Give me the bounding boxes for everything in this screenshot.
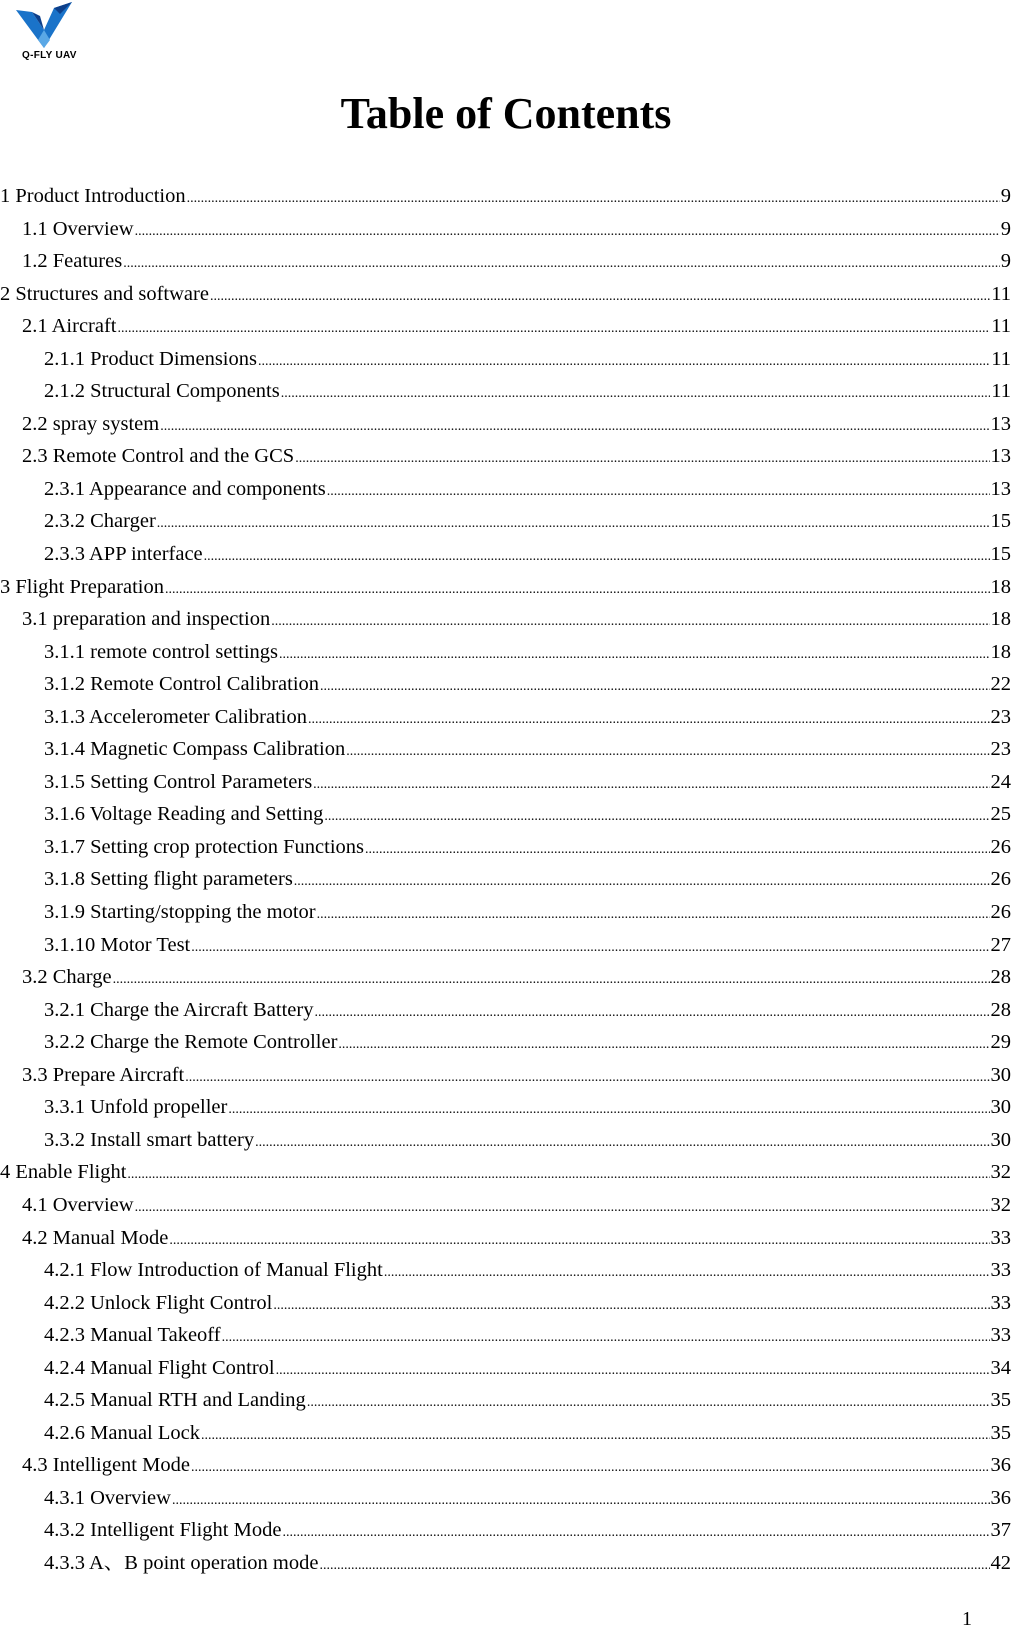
toc-entry-label: 3.1.6 Voltage Reading and Setting (44, 803, 324, 826)
toc-leader-dots (365, 834, 990, 866)
toc-entry[interactable] (0, 1189, 1012, 1222)
toc-entry[interactable] (0, 994, 1012, 1027)
toc-entry[interactable] (0, 408, 1012, 441)
toc-leader-dots (255, 1127, 989, 1159)
toc-leader-dots (113, 964, 990, 996)
toc-entry[interactable] (0, 505, 1012, 538)
toc-entry-page: 25 (990, 803, 1011, 826)
toc-leader-dots (271, 606, 989, 638)
toc-leader-dots (210, 281, 990, 313)
toc-entry-label: 4.2.4 Manual Flight Control (44, 1356, 275, 1379)
toc-leader-dots (157, 508, 990, 540)
toc-leader-dots (222, 1322, 990, 1354)
toc-entry[interactable] (0, 440, 1012, 473)
toc-entry[interactable] (0, 1222, 1012, 1255)
toc-entry-label: 4.3.3 A、B point operation mode (44, 1551, 319, 1574)
toc-entry-page: 18 (990, 575, 1011, 598)
toc-leader-dots (135, 216, 1000, 248)
toc-entry-label: 3.1.8 Setting flight parameters (44, 868, 293, 891)
toc-entry-label: 2 Structures and software (0, 282, 209, 305)
toc-leader-dots (228, 1094, 989, 1126)
toc-entry-label: 3.1.2 Remote Control Calibration (44, 673, 320, 696)
toc-entry-page: 11 (991, 380, 1011, 403)
toc-leader-dots (346, 736, 989, 768)
toc-entry[interactable] (0, 1124, 1012, 1157)
toc-leader-dots (191, 932, 989, 964)
toc-entry-label: 3.3.2 Install smart battery (44, 1128, 255, 1151)
toc-leader-dots (282, 1517, 989, 1549)
toc-entry-label: 4.2 Manual Mode (22, 1226, 169, 1249)
toc-leader-dots (127, 1159, 989, 1191)
toc-entry-label: 3.1 preparation and inspection (22, 608, 271, 631)
toc-leader-dots (327, 476, 990, 508)
toc-entry[interactable] (0, 896, 1012, 929)
toc-leader-dots (273, 1290, 989, 1322)
toc-leader-dots (319, 1550, 989, 1582)
toc-entry-label: 1.2 Features (22, 250, 123, 273)
toc-entry-label: 3.1.10 Motor Test (44, 933, 191, 956)
toc-entry-label: 3.1.7 Setting crop protection Functions (44, 835, 364, 858)
toc-entry-page: 26 (990, 868, 1011, 891)
toc-entry[interactable] (0, 1547, 1012, 1580)
toc-entry-page: 26 (990, 835, 1011, 858)
toc-entry-page: 27 (990, 933, 1011, 956)
toc-entry-page: 9 (1000, 250, 1011, 273)
toc-entry[interactable] (0, 180, 1012, 213)
toc-entry-page: 18 (990, 640, 1011, 663)
page-title: Table of Contents (340, 89, 672, 138)
toc-entry-page: 28 (990, 998, 1011, 1021)
toc-leader-dots (314, 997, 989, 1029)
toc-leader-dots (172, 1485, 990, 1517)
toc-entry-page: 11 (991, 347, 1011, 370)
toc-leader-dots (294, 866, 990, 898)
toc-entry-page: 36 (990, 1486, 1011, 1509)
toc-entry-label: 3.1.9 Starting/stopping the motor (44, 901, 316, 924)
toc-entry-page: 33 (990, 1324, 1011, 1347)
toc-entry[interactable] (0, 1482, 1012, 1515)
toc-entry-page: 23 (990, 705, 1011, 728)
toc-entry[interactable] (0, 1352, 1012, 1385)
toc-entry-page: 42 (990, 1551, 1011, 1574)
toc-entry-label: 4.2.2 Unlock Flight Control (44, 1291, 273, 1314)
toc-entry[interactable] (0, 375, 1012, 408)
toc-leader-dots (384, 1257, 990, 1289)
toc-entry-label: 4.2.5 Manual RTH and Landing (44, 1389, 306, 1412)
toc-entry-page: 13 (990, 477, 1011, 500)
toc-entry-page: 32 (990, 1161, 1011, 1184)
toc-entry[interactable] (0, 863, 1012, 896)
toc-leader-dots (258, 346, 990, 378)
toc-entry[interactable] (0, 213, 1012, 246)
toc-leader-dots (308, 704, 990, 736)
logo-text: Q-FLY UAV (22, 50, 77, 61)
toc-entry[interactable] (0, 701, 1012, 734)
toc-entry-label: 4.2.6 Manual Lock (44, 1421, 200, 1444)
toc-leader-dots (324, 801, 989, 833)
table-of-contents (0, 180, 1012, 1580)
toc-entry-page: 36 (990, 1454, 1011, 1477)
toc-entry-page: 23 (990, 738, 1011, 761)
toc-entry[interactable] (0, 1319, 1012, 1352)
toc-entry[interactable] (0, 733, 1012, 766)
toc-entry[interactable] (0, 1384, 1012, 1417)
toc-entry-page: 33 (990, 1291, 1011, 1314)
toc-entry[interactable] (0, 538, 1012, 571)
toc-entry-label: 2.3.2 Charger (44, 510, 156, 533)
toc-entry-label: 3.1.4 Magnetic Compass Calibration (44, 738, 346, 761)
toc-entry-label: 2.1.2 Structural Components (44, 380, 280, 403)
toc-entry-label: 1 Product Introduction (0, 185, 186, 207)
toc-entry-label: 2.1 Aircraft (22, 315, 117, 338)
toc-entry[interactable] (0, 668, 1012, 701)
toc-entry-page: 24 (990, 770, 1011, 793)
toc-entry-label: 3.1.3 Accelerometer Calibration (44, 705, 307, 728)
toc-entry-page: 37 (990, 1519, 1011, 1542)
toc-entry-label: 3.1.5 Setting Control Parameters (44, 770, 313, 793)
toc-entry[interactable] (0, 603, 1012, 636)
toc-leader-dots (204, 541, 990, 573)
toc-entry-page: 29 (990, 1031, 1011, 1054)
toc-leader-dots (320, 671, 989, 703)
toc-entry[interactable] (0, 1449, 1012, 1482)
toc-leader-dots (185, 1062, 989, 1094)
toc-entry-label: 2.3.1 Appearance and components (44, 477, 326, 500)
toc-entry-label: 4 Enable Flight (0, 1161, 127, 1184)
toc-entry[interactable] (0, 929, 1012, 962)
toc-entry-label: 3.2.2 Charge the Remote Controller (44, 1031, 338, 1054)
toc-entry[interactable] (0, 245, 1012, 278)
toc-leader-dots (307, 1387, 990, 1419)
toc-entry[interactable] (0, 473, 1012, 506)
toc-entry[interactable] (0, 1514, 1012, 1547)
toc-entry-page: 30 (990, 1063, 1011, 1086)
toc-entry-label: 3.3 Prepare Aircraft (22, 1063, 185, 1086)
toc-entry[interactable] (0, 831, 1012, 864)
toc-entry-label: 4.2.3 Manual Takeoff (44, 1324, 221, 1347)
toc-entry-page: 32 (990, 1193, 1011, 1216)
toc-entry-label: 4.3 Intelligent Mode (22, 1454, 190, 1477)
toc-entry-label: 4.3.2 Intelligent Flight Mode (44, 1519, 282, 1542)
toc-entry-page: 33 (990, 1226, 1011, 1249)
toc-entry[interactable] (0, 278, 1012, 311)
toc-entry-label: 2.3.3 APP interface (44, 543, 203, 566)
toc-entry-label: 1.1 Overview (22, 217, 134, 240)
toc-entry-page: 30 (990, 1096, 1011, 1119)
toc-entry[interactable] (0, 1026, 1012, 1059)
toc-entry[interactable] (0, 343, 1012, 376)
toc-entry[interactable] (0, 1287, 1012, 1320)
toc-leader-dots (165, 574, 990, 606)
toc-entry-page: 15 (990, 543, 1011, 566)
toc-entry-page: 9 (1000, 217, 1011, 240)
toc-entry-label: 2.3 Remote Control and the GCS (22, 445, 295, 468)
toc-entry-label: 3.1.1 remote control settings (44, 640, 278, 663)
toc-leader-dots (187, 183, 1000, 215)
toc-entry[interactable] (0, 1417, 1012, 1450)
toc-entry-label: 2.1.1 Product Dimensions (44, 347, 257, 370)
toc-entry[interactable] (0, 961, 1012, 994)
toc-leader-dots (169, 1225, 989, 1257)
toc-entry[interactable] (0, 766, 1012, 799)
toc-entry-page: 13 (990, 445, 1011, 468)
toc-entry-page: 35 (990, 1389, 1011, 1412)
toc-entry-page: 35 (990, 1421, 1011, 1444)
toc-entry-page: 18 (990, 608, 1011, 631)
toc-leader-dots (279, 639, 990, 671)
toc-entry-label: 4.2.1 Flow Introduction of Manual Flight (44, 1259, 383, 1282)
toc-entry-page: 11 (991, 282, 1011, 305)
toc-entry[interactable] (0, 1091, 1012, 1124)
toc-leader-dots (201, 1420, 990, 1452)
toc-leader-dots (317, 899, 990, 931)
toc-entry-page: 26 (990, 901, 1011, 924)
toc-entry[interactable] (0, 1254, 1012, 1287)
toc-leader-dots (191, 1452, 990, 1484)
toc-leader-dots (123, 248, 1000, 280)
toc-entry[interactable] (0, 310, 1012, 343)
toc-entry-label: 3.2.1 Charge the Aircraft Battery (44, 998, 314, 1021)
toc-entry[interactable] (0, 571, 1012, 604)
toc-entry-page: 11 (991, 315, 1011, 338)
toc-entry-page: 22 (990, 673, 1011, 696)
toc-entry-page: 13 (990, 412, 1011, 435)
toc-leader-dots (295, 443, 989, 475)
toc-leader-dots (160, 411, 989, 443)
toc-entry-page: 33 (990, 1259, 1011, 1282)
toc-entry[interactable] (0, 1059, 1012, 1092)
toc-entry-page: 15 (990, 510, 1011, 533)
toc-entry[interactable] (0, 798, 1012, 831)
toc-leader-dots (313, 769, 989, 801)
toc-entry[interactable] (0, 1156, 1012, 1189)
toc-entry-page: 30 (990, 1128, 1011, 1151)
toc-entry-label: 3.3.1 Unfold propeller (44, 1096, 228, 1119)
toc-leader-dots (338, 1029, 989, 1061)
toc-entry[interactable] (0, 636, 1012, 669)
toc-leader-dots (281, 378, 991, 410)
toc-entry-label: 3.2 Charge (22, 966, 112, 989)
toc-leader-dots (276, 1355, 990, 1387)
toc-entry-page: 28 (990, 966, 1011, 989)
toc-entry-label: 2.2 spray system (22, 412, 160, 435)
toc-entry-label: 4.1 Overview (22, 1193, 134, 1216)
toc-entry-label: 4.3.1 Overview (44, 1486, 171, 1509)
toc-leader-dots (135, 1192, 990, 1224)
toc-entry-page: 9 (1000, 185, 1011, 207)
page-number: 1 (962, 1608, 972, 1630)
q-fly-logo-icon (14, 0, 76, 52)
toc-entry-label: 3 Flight Preparation (0, 575, 164, 598)
toc-entry-page: 34 (990, 1356, 1011, 1379)
toc-leader-dots (118, 313, 991, 345)
